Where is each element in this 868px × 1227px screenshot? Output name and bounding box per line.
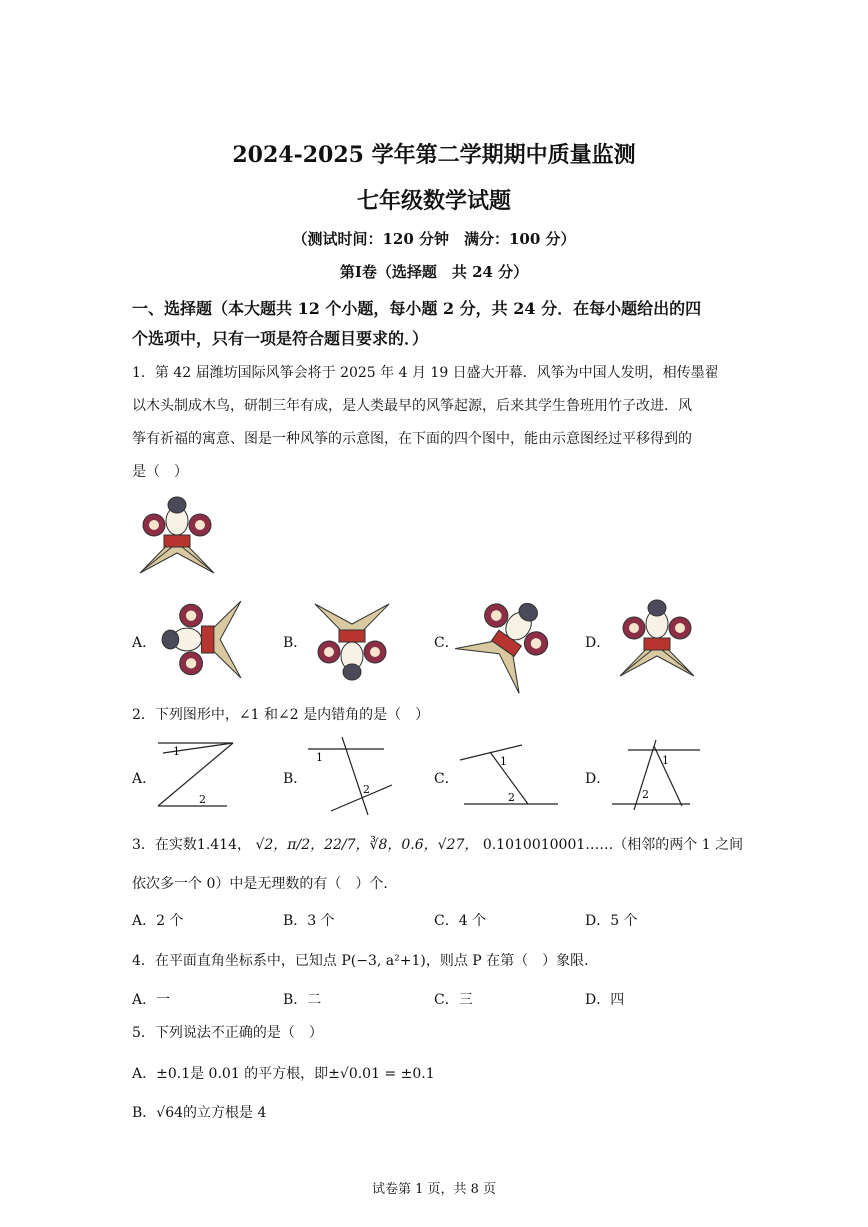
kite-option-c-figure (462, 594, 557, 684)
q3-option-c[interactable]: C．4 个 (434, 913, 487, 929)
q5-stem: 5．下列说法不正确的是（ ） (132, 1025, 323, 1041)
angle-1-label: 1 (662, 754, 669, 767)
q3-line1-prefix: 3．在实数1.414， (132, 837, 251, 853)
q1-option-a[interactable]: A． (132, 635, 157, 651)
q5-option-a[interactable]: A．±0.1是 0.01 的平方根，即±√0.01 = ±0.1 (132, 1066, 435, 1082)
q1-option-d[interactable]: D． (585, 635, 611, 651)
q5-option-b[interactable]: B．√64的立方根是 4 (132, 1105, 267, 1121)
q3-math-list: √2，π/2，22/7，∛8，0.6̇，√27， (255, 837, 479, 853)
q2-figure-c (458, 740, 560, 810)
q2-option-b[interactable]: B． (283, 771, 308, 787)
angle-1-label: 1 (500, 755, 507, 768)
q3-option-b[interactable]: B．3 个 (283, 913, 335, 929)
q2-option-c[interactable]: C． (434, 771, 459, 787)
kite-reference-figure (132, 495, 222, 577)
q4-option-c[interactable]: C．三 (434, 992, 473, 1008)
q1-line3: 筝有祈福的寓意、图是一种风筝的示意图，在下面的四个图中，能由示意图经过平移得到的 (132, 431, 692, 447)
q2-figure-a (155, 738, 235, 810)
exam-info: （测试时间：120 分钟 满分：100 分） (292, 230, 576, 248)
q1-line1: 1．第 42 届潍坊国际风筝会将于 2025 年 4 月 19 日盛大开幕．风筝为中国人发明，相传墨翟 (132, 365, 719, 381)
q4-option-b[interactable]: B．二 (283, 992, 322, 1008)
angle-2-label: 2 (363, 783, 370, 796)
q2-figure-b (306, 735, 396, 817)
kite-option-a-figure (155, 597, 250, 682)
q2-figure-d (610, 738, 702, 810)
exam-subtitle: 七年级数学试题 (356, 188, 511, 214)
section-heading-line2: 个选项中，只有一项是符合题目要求的．） (132, 329, 429, 348)
exam-title: 2024-2025 学年第二学期期中质量监测 (232, 142, 636, 168)
page-footer: 试卷第 1 页，共 8 页 (371, 1182, 497, 1197)
q3-line2: 依次多一个 0）中是无理数的有（ ）个． (132, 876, 398, 892)
angle-1-label: 1 (173, 745, 180, 758)
q1-option-b[interactable]: B． (283, 635, 308, 651)
q4-option-a[interactable]: A．一 (132, 992, 171, 1008)
q2-stem: 2．下列图形中，∠1 和∠2 是内错角的是（ ） (132, 707, 430, 723)
q3-option-d[interactable]: D．5 个 (585, 913, 638, 929)
q4-option-d[interactable]: D．四 (585, 992, 625, 1008)
angle-1-label: 1 (316, 751, 323, 764)
q2-option-a[interactable]: A． (132, 771, 157, 787)
q3-line1-suffix: 0.1010010001……（相邻的两个 1 之间 (482, 837, 744, 853)
q3-line1 (132, 834, 743, 856)
kite-option-b-figure (306, 600, 398, 682)
kite-option-d-figure (612, 598, 702, 680)
q1-line4: 是（ ） (132, 464, 188, 480)
q2-option-d[interactable]: D． (585, 771, 611, 787)
angle-2-label: 2 (199, 793, 206, 806)
q3-option-a[interactable]: A．2 个 (132, 913, 184, 929)
angle-2-label: 2 (508, 791, 515, 804)
q1-option-c[interactable]: C． (434, 635, 459, 651)
angle-2-label: 2 (642, 788, 649, 801)
q4-stem: 4．在平面直角坐标系中，已知点 P(−3, a²+1)，则点 P 在第（ ）象限． (132, 953, 599, 969)
section-heading-line1: 一、选择题（本大题共 12 个小题，每小题 2 分，共 24 分．在每小题给出的四 (132, 299, 702, 318)
q1-line2: 以木头制成木鸟，研制三年有成，是人类最早的风筝起源，后来其学生鲁班用竹子改进．风 (132, 398, 692, 414)
volume-heading: 第Ⅰ卷（选择题 共 24 分） (339, 263, 529, 281)
